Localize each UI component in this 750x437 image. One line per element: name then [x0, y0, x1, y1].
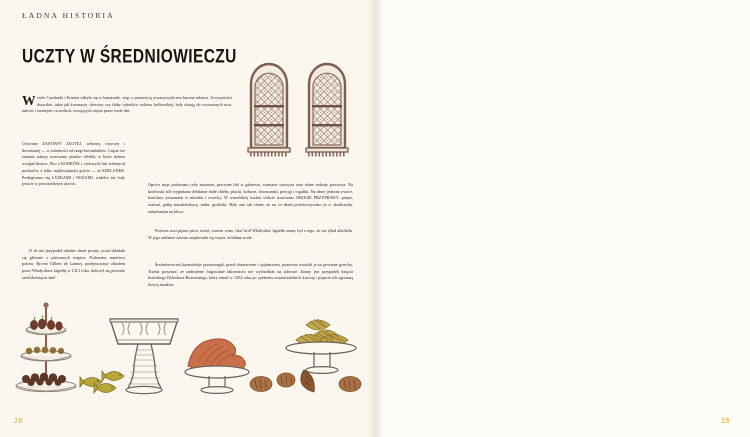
- drop-cap: W: [22, 93, 36, 108]
- intro-text: esele Cymbarki i Ernesta odbyło się w karnawale, więc z pewnością towarzyszyła mu huczna zabawa. Uroczystości dworskie, takie jak koronacje, chrzciny czy śluby członków rodziny królewskiej, były okazją do wystawnych uczt, tańców i turniejów rycerskich, trwających często przez wiele dni.: [22, 95, 232, 114]
- bread-rolls: [250, 370, 361, 392]
- intro-paragraph: [22, 95, 232, 115]
- pastry-platter: [286, 319, 356, 373]
- page-number-left: 28: [14, 418, 23, 425]
- left-column-paragraph-2: O ile nie przypadał właśnie dzień postny, uczta składała się głównie z pieczonych mięsiw. Podawano mnóstwo potraw. Rycerz Gilbert de Lannoy, podejmowany obiadem przez Władysława Jagiełłę w 1413 roku, doliczył się przeszło sześćdziesięciu dań!: [22, 248, 125, 280]
- fish-group-left: [80, 371, 124, 393]
- right-page: [375, 0, 750, 437]
- right-column-paragraph-3: Średniowieczni kaznodzieje przestrzegali przed obżarstwem i pijaństwem, ponieważ uważali je za poważne grzechy. Trzeba przyznać, że nadmierne folgowanie łakomstwu nie wychodziło na zdrowie. Znany jest przypadek księcia brzeskiego Bolesława Rozrzutnego, który zmarł w 1352 roku po zjedzeniu trzynastoletnich kurcząt i popiciu ich ogromną ilością trunków.: [148, 262, 353, 288]
- medieval-feast-illustration: [18, 300, 360, 418]
- tiered-cake-stand: [16, 302, 76, 391]
- right-column-paragraph-1: Oprócz mięs podawano ryby smażone, pieczone lub w galarecie, rozmaite warzywa oraz różne rodzaje pieczywa. Na królewski stół wypiekano delikatne białe chleby, placki, kołacze, obwarzanki, pierogi i rogaliki. Na deser jedzono owoce, konfitury zasmażane w miodzie i orzechy. W wawelskiej kuchni obficie stosowano DROGIE PRZYPRAWY: pieprz, szafran, gałkę muszkatołową, imbir, goździki. Były one tak cenne, że na co dzień przechowywano je w skarbczyku, zamykanym na klucz.: [148, 182, 353, 214]
- chapter-title: UCZTY W ŚREDNIOWIECZU: [22, 46, 237, 68]
- gothic-windows-illustration: [247, 60, 357, 158]
- left-column-paragraph-1: Używano ZASTAWY ZŁOTEJ, srebrnej, cynowej i drewnianej — w zależności od rangi biesiadników. Często też zamiast talerzy stosowano płaskie chlebki, w które dobrze wsiąkał tłuszcz. Pito z KUBKÓW i cynowych lub srebrnych pucharów, a tylko najdostojniejsi goście — ze SZKLANEK. Posługiwano się ŁYŻKAMI i NOŻAMI, widelce nie były jeszcze w powszechnym użyciu.: [22, 141, 125, 187]
- running-head: ŁADNA HISTORIA: [22, 11, 115, 20]
- goblet: [110, 319, 178, 394]
- roast-bird-platter: [185, 339, 249, 394]
- page-number-right: 29: [721, 418, 730, 425]
- right-column-paragraph-2: Podczas uczt pijano piwo, miód, czasem wino, choć król Władysław Jagiełło znany był z tego, że nie tykał alkoholu. W jego szklance zawsze znajdowała się czysta, źródlana woda.: [148, 228, 353, 240]
